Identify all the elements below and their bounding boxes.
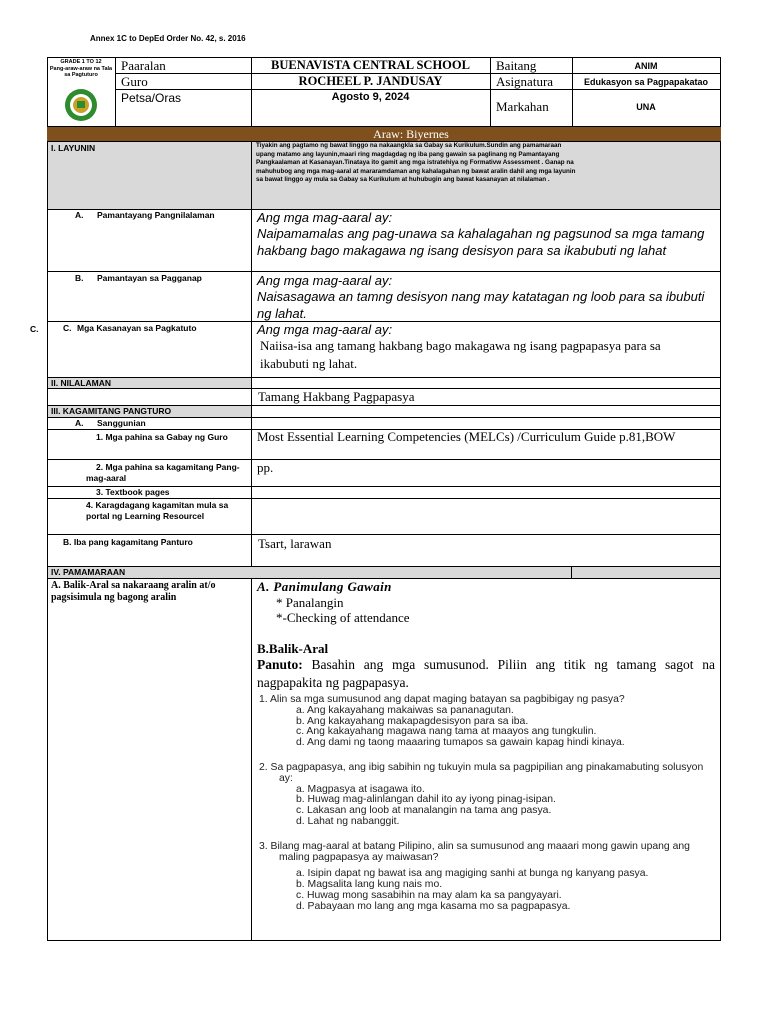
log-label: Pang-araw-araw na Tala sa Pagtuturo [49,65,113,78]
kagamitan-label: III. KAGAMITANG PANGTURO [51,406,172,416]
grade-label: GRADE 1 TO 12 [60,59,102,65]
question-text: 1. Alin sa mga sumusunod ang dapat maging batayan sa pagbibigay ng pasya? [259,694,625,705]
balik-aral-label: A. Balik-Aral sa nakaraang aralin at/o pagsisimula ng bagong aralin [51,580,216,603]
school-logo [64,88,98,122]
choice: b. Magsalita lang kung nais mo. [296,879,443,891]
questions-list [259,695,715,913]
choice: c. Ang kakayahang magawa nang tama at maayos ang tungkulin. [296,726,597,738]
choice: a. Ang kakayahang makaiwas sa pananagutan. [296,704,514,716]
date-value: Agosto 9, 2024 [331,91,410,103]
section-a-line1: Ang mga mag-aaral ay: [257,210,393,225]
pang-mag-aaral-value: pp. [257,460,274,475]
grade-level-label: Baitang [496,58,537,73]
date-label: Petsa/Oras [121,91,182,105]
section-b-line1: Ang mga mag-aaral ay: [257,273,393,288]
panuto-text: Basahin ang mga sumusunod. Piliin ang titik ng tamang sagot na nagpapakita ng pagpapasya. [257,657,716,690]
question-text: 3. Bilang mag-aaral at batang Pilipino, alin sa sumusunod ang maaari mong gawin upang ang maling pagpapasya ay maiwasan? [259,840,690,863]
section-b-label: Pamantayan sa Pagganap [97,273,202,283]
grade-level-value: ANIM [634,61,658,71]
question-3 [259,842,715,913]
choice: a. Isipin dapat ng bawat isa ang magiging sanhi at bunga ng kanyang pasya. [296,868,649,880]
school-value: BUENAVISTA CENTRAL SCHOOL [271,58,470,72]
subject-value: Edukasyon sa Pagpapakatao [583,77,709,87]
section-b-num: B. [75,273,84,283]
choice: d. Pabayaan mo lang ang mga kasama mo sa pagpapasya. [296,900,571,912]
pang-mag-aaral-label: 2. Mga pahina sa kagamitang Pang- mag-aaral [86,462,240,483]
question-2 [259,763,715,828]
panimula-title: A. Panimulang Gawain [257,579,392,594]
section-c-line2: Naiisa-isa ang tamang hakbang bago makagawa ng isang pagpapasya para sa ikabubuti ng lahat. [260,338,661,371]
day-banner: Araw: Biyernes [373,127,449,141]
annex-caption: Annex 1C to DepEd Order No. 42, s. 2016 [90,34,246,43]
nilalaman-value: Tamang Hakbang Pagpapasya [258,389,415,404]
section-a-label: Pamantayang Pangnilalaman [97,210,215,220]
question-text: 2. Sa pagpapasya, ang ibig sabihin ng tukuyin mula sa pagpipilian ang pinakamabuting solusyon ay: [259,761,704,784]
nilalaman-label: II. NILALAMAN [51,378,111,388]
choice: d. Lahat ng nabanggit. [296,815,400,827]
panuto-label: Panuto: [257,657,303,672]
iba-pang-value: Tsart, larawan [258,536,332,551]
teacher-value: ROCHEEL P. JANDUSAY [298,74,443,88]
layunin-text: Tiyakin ang pagtamo ng bawat linggo na nakaangkla sa Gabay sa Kurikulum.Sundin ang pamamaraan upang matamo ang layunin,maari ring magdagdag ng iba pang gawain sa paglinang ng Pamantayang Pangkaalaman at Kasanayan.Tinataya ito gamit ang mga istratehiya ng Formativw Assessment . Ganap na mahuhubog ang mga mag-aaral at mararamdaman ang kahalagahan ng bawat aralin dahil ang mga layunin sa bawat linggo ay mula sa Gabay sa Kurikulum at huhubugin ang bawat kasanayan at nilalaman . [256,142,576,184]
panimula-item-2: *-Checking of attendance [276,610,410,625]
school-label: Paaralan [121,58,166,73]
section-c-line1: Ang mga mag-aaral ay: [257,322,393,337]
panuto [257,656,715,692]
section-b-line2: Naisasagawa an tamng desisyon nang may katatagan ng loob para sa ibubuti ng lahat. [257,289,705,321]
choice: c. Lakasan ang loob at manalangin na tama ang pasya. [296,805,552,817]
choice: a. Magpasya at isagawa ito. [296,783,425,795]
sanggunian-label: Sanggunian [97,418,146,428]
iba-pang-label: B. Iba pang kagamitang Panturo [63,537,193,547]
layunin-label: I. LAYUNIN [51,143,96,153]
gabay-guro-label: 1. Mga pahina sa Gabay ng Guro [96,432,228,442]
panimula-item-1: * Panalangin [276,595,344,610]
section-a-num: A. [75,210,84,220]
choice: c. Huwag mong sasabihin na may alam ka sa pangyayari. [296,889,562,901]
teacher-label: Guro [121,74,148,89]
balik-title: B.Balik-Aral [257,641,329,656]
choice: d. Ang dami ng taong maaaring tumapos sa gawain kapag hindi kinaya. [296,737,625,749]
subject-label: Asignatura [496,74,554,89]
section-c-label: Mga Kasanayan sa Pagkatuto [77,323,197,333]
pamamaraan-label: IV. PAMAMARAAN [51,567,126,577]
quarter-label: Markahan [496,99,549,114]
section-c-num: C. [63,323,72,333]
sanggunian-num: A. [75,418,84,428]
gabay-guro-value: Most Essential Learning Competencies (MELCs) /Curriculum Guide p.81,BOW [257,429,676,444]
quarter-value: UNA [636,102,656,112]
choice: b. Ang kakayahang makapagdesisyon para sa iba. [296,715,529,727]
section-c-outer: C. [30,324,39,334]
question-1 [259,695,715,749]
textbook-label: 3. Textbook pages [96,487,170,497]
section-a-line2: Naipamamalas ang pag-unawa sa kahalagahan ng pagsunod sa mga tamang hakbang bago makagawa ng isang desisyon para sa ikabubuti ng lahat [257,226,705,258]
portal-label: 4. Karagdagang kagamitan mula sa portal ng Learning Resourcel [86,500,229,521]
choice: b. Huwag mag-alinlangan dahil ito ay iyong pinag-isipan. [296,794,556,806]
